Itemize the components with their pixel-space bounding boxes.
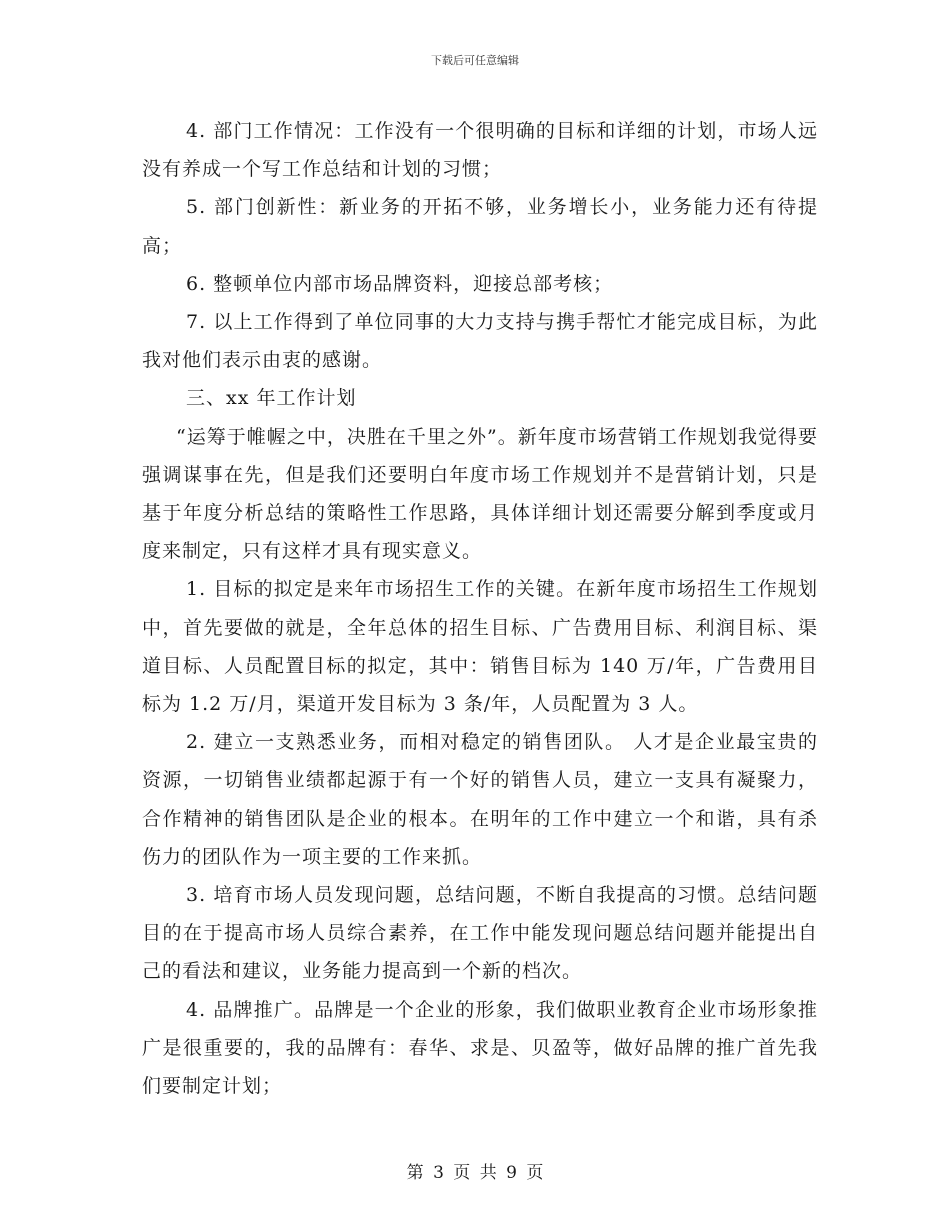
paragraph-thanks: 7. 以上工作得到了单位同事的大力支持与携手帮忙才能完成目标，为此我对他们表示由衷的感谢。 [142, 311, 818, 372]
section-heading-work-plan: 三、xx 年工作计划 [186, 387, 357, 410]
paragraph-brand-promotion: 4. 品牌推广。品牌是一个企业的形象，我们做职业教育企业市场形象推广是很重要的，我的品牌有：春华、求是、贝盈等，做好品牌的推广首先我们要制定计划； [142, 998, 818, 1098]
paragraph-staff-training: 3. 培育市场人员发现问题，总结问题，不断自我提高的习惯。总结问题目的在于提高市场人员综合素养，在工作中能发现问题总结问题并能提出自己的看法和建议，业务能力提高到一个新的档次。 [142, 884, 818, 983]
paragraph-dept-innovation: 5. 部门创新性：新业务的开拓不够，业务增长小，业务能力还有待提高； [142, 196, 818, 257]
page-header-note: 下载后可任意编辑 [431, 54, 519, 67]
paragraph-sales-team: 2. 建立一支熟悉业务，而相对稳定的销售团队。 人才是企业最宝贵的资源，一切销售业绩都起源于有一个好的销售人员，建立一支具有凝聚力，合作精神的销售团队是企业的根本。在明年的工作中建立一个和谐，具有杀伤力的团队作为一项主要的工作来抓。 [142, 731, 818, 868]
document-body [142, 112, 818, 1105]
paragraph-planning-intro: “运筹于帷幄之中，决胜在千里之外”。新年度市场营销工作规划我觉得要强调谋事在先，但是我们还要明白年度市场工作规划并不是营销计划，只是基于年度分析总结的策略性工作思路，具体详细计划还需要分解到季度或月度来制定，只有这样才具有现实意义。 [142, 425, 818, 563]
paragraph-goal-setting: 1. 目标的拟定是来年市场招生工作的关键。在新年度市场招生工作规划中，首先要做的就是，全年总体的招生目标、广告费用目标、利润目标、渠道目标、人员配置目标的拟定，其中：销售目标为 140 万/年，广告费用目标为 1.2 万/月，渠道开发目标为 3 条/年，人员配置为 3 人。 [142, 578, 818, 716]
paragraph-brand-materials: 6. 整顿单位内部市场品牌资料，迎接总部考核； [186, 272, 614, 295]
paragraph-dept-work-status: 4. 部门工作情况：工作没有一个很明确的目标和详细的计划，市场人远没有养成一个写工作总结和计划的习惯； [142, 120, 818, 181]
page-number-footer: 第 3 页 共 9 页 [406, 1163, 544, 1183]
